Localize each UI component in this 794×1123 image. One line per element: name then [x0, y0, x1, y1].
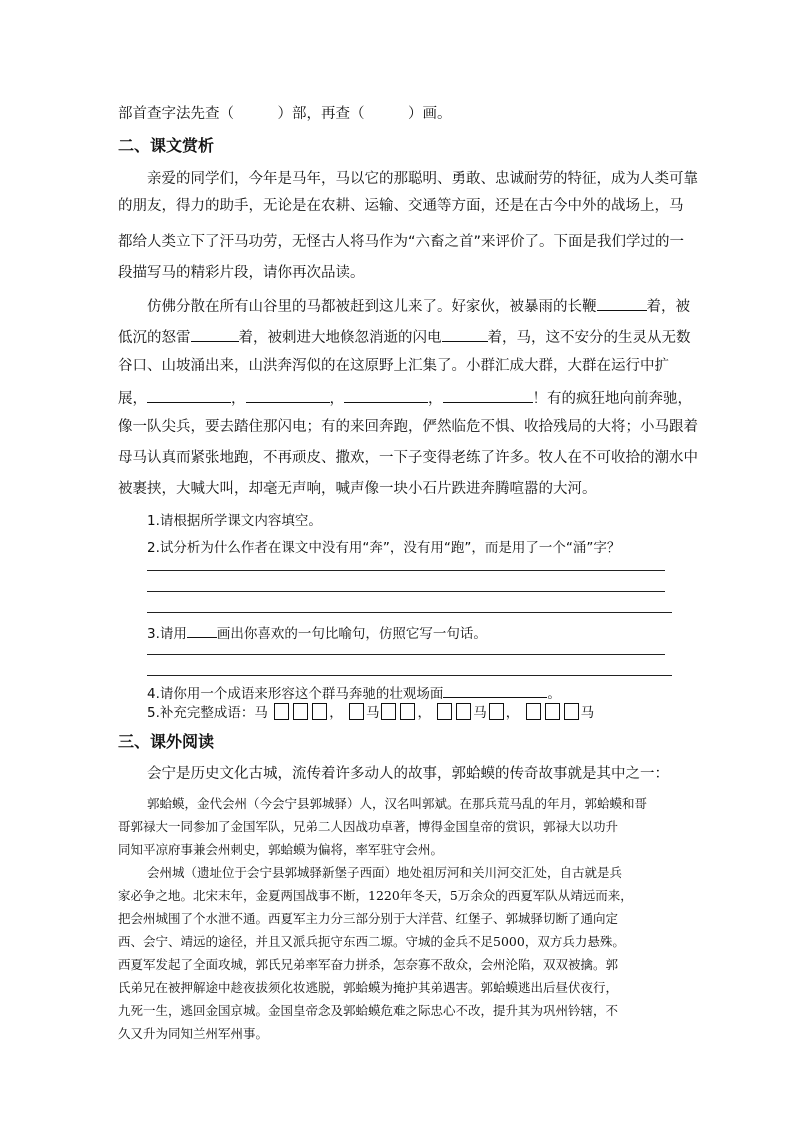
intro-paragraph-line-2: 的朋友，得力的助手，无论是在农耕、运输、交通等方面，还是在古今中外的战场上，马 — [118, 198, 684, 214]
reading-line-5: 家必争之地。北宋末年，金夏两国战事不断，1220年冬天，5万余众的西夏军队从靖远而来， — [118, 888, 633, 903]
punctuation: ， — [329, 705, 343, 721]
passage-text: ！有的疯狂地向前奔驰， — [532, 391, 692, 407]
question-5 — [147, 703, 594, 723]
passage-text: 着，马，这不安分的生灵从无数 — [487, 330, 691, 346]
idiom-box[interactable] — [489, 703, 504, 720]
idiom-box[interactable] — [564, 703, 579, 720]
passage-text: ， — [329, 391, 344, 407]
reading-line-6: 把会州城围了个水泄不通。西夏军主力分三部分别于大洋营、红堡子、郭城驿切断了通向定 — [118, 911, 619, 926]
idiom-box[interactable] — [293, 703, 308, 720]
fill-blank[interactable] — [597, 295, 647, 311]
punctuation: ， — [505, 705, 520, 721]
reading-line-10: 九死一生，逃回金国京城。金国皇帝念及郭蛤蟆危难之际忠心不改，提升其为巩州钤辖，不 — [118, 1003, 619, 1018]
fill-blank[interactable] — [147, 387, 231, 403]
intro-paragraph-line-4: 段描写马的精彩片段，请你再次品读。 — [118, 265, 365, 281]
question-2: 2.试分析为什么作者在课文中没有用“奔”，没有用“跑”，而是用了一个“涌”字？ — [147, 540, 621, 556]
intro-paragraph-line-3: 都给人类立下了汗马功劳，无怪古人将马作为“六畜之首”来评价了。下面是我们学过的一 — [118, 234, 685, 250]
reading-line-7: 西、会宁、靖远的途径，并且又派兵扼守东西二塬。守城的金兵不足5000，双方兵力悬殊。 — [118, 934, 625, 949]
passage-text: 着，被刺进大地倏忽消逝的闪电 — [238, 330, 442, 346]
reading-line-11: 久又升为同知兰州军州事。 — [118, 1026, 269, 1041]
question-1: 1.请根据所学课文内容填空。 — [147, 513, 322, 529]
passage-line-2 — [118, 326, 691, 348]
passage-text: 着，被 — [646, 299, 690, 315]
idiom-char: 马 — [365, 705, 380, 721]
passage-line-4 — [118, 387, 692, 409]
intro-paragraph-line-1: 亲爱的同学们，今年是马年，马以它的那聪明、勇敢、忠诚耐劳的特征，成为人类可靠 — [147, 171, 698, 187]
reading-line-4: 会州城（遗址位于会宁县郭城驿新堡子西面）地处祖厉河和关川河交汇处，自古就是兵 — [147, 865, 623, 880]
answer-line[interactable] — [147, 612, 672, 613]
idiom-box[interactable] — [274, 703, 289, 720]
passage-line-3: 谷口、山坡涌出来，山洪奔泻似的在这原野上汇集了。小群汇成大群，大群在运行中扩 — [118, 358, 669, 374]
fill-blank[interactable] — [191, 326, 239, 342]
question-text: 画出你喜欢的一句比喻句，仿照它写一句话。 — [216, 626, 487, 642]
punctuation: ， — [417, 705, 431, 721]
fill-blank[interactable] — [344, 387, 428, 403]
passage-text: 展， — [118, 391, 147, 407]
fill-blank[interactable] — [442, 326, 488, 342]
answer-line[interactable] — [147, 654, 665, 655]
underline-sample — [187, 622, 217, 638]
passage-text: 仿佛分散在所有山谷里的马都被赶到这儿来了。好家伙，被暴雨的长鞭 — [147, 299, 597, 315]
question-text: 5.补充完整成语：马 — [147, 705, 268, 721]
question-text: 。 — [547, 686, 561, 702]
question-text: 4.请你用一个成语来形容这个群马奔驰的壮观场面 — [147, 686, 444, 702]
idiom-char: 马 — [473, 705, 487, 721]
answer-line[interactable] — [147, 675, 672, 676]
passage-line-1 — [147, 295, 690, 317]
idiom-box[interactable] — [349, 703, 364, 720]
fill-blank[interactable] — [443, 682, 547, 698]
question-4 — [147, 682, 561, 704]
section-heading-extra-reading: 三、课外阅读 — [118, 732, 215, 751]
reading-line-1: 郭蛤蟆，金代会州（今会宁县郭城驿）人，汉名叫郭斌。在那兵荒马乱的年月，郭蛤蟆和哥 — [147, 796, 648, 811]
idiom-box[interactable] — [312, 703, 327, 720]
passage-line-5: 像一队尖兵，要去踏住那闪电；有的来回奔跑，俨然临危不惧、收拾残局的大将；小马跟着 — [118, 419, 698, 435]
passage-text: 低沉的怒雷 — [118, 330, 191, 346]
fill-blank[interactable] — [246, 387, 330, 403]
idiom-box[interactable] — [437, 703, 452, 720]
idiom-box[interactable] — [400, 703, 415, 720]
passage-text: ， — [428, 391, 443, 407]
reading-line-8: 西夏军发起了全面攻城，郭氏兄弟率军奋力拼杀，怎奈寡不敌众，会州沦陷，双双被擒。郭 — [118, 957, 619, 972]
passage-line-7: 被裹挟，大喊大叫，却毫无声响，喊声像一块小石片跌进奔腾喧嚣的大河。 — [118, 481, 597, 497]
idiom-box[interactable] — [456, 703, 471, 720]
section-heading-appreciation: 二、课文赏析 — [118, 136, 215, 155]
question-3 — [147, 622, 487, 644]
answer-line[interactable] — [147, 570, 665, 571]
reading-intro: 会宁是历史文化古城，流传着许多动人的故事，郭蛤蟆的传奇故事就是其中之一： — [147, 766, 669, 782]
fill-blank[interactable] — [443, 387, 533, 403]
idiom-box[interactable] — [545, 703, 560, 720]
radical-lookup-line: 部首查字法先查（ ）部，再查（ ）画。 — [118, 106, 452, 122]
reading-line-9: 氏弟兄在被押解途中趁夜拔须化妆逃脱，郭蛤蟆为掩护其弟遇害。郭蛤蟆逃出后昼伏夜行， — [118, 980, 619, 995]
reading-line-2: 哥郭禄大一同参加了金国军队，兄弟二人因战功卓著，博得金国皇帝的赏识，郭禄大以功升 — [118, 819, 619, 834]
reading-line-3: 同知平凉府事兼会州刺史，郭蛤蟆为偏将，率军驻守会州。 — [118, 842, 444, 857]
question-text: 3.请用 — [147, 626, 187, 642]
passage-line-6: 母马认真而紧张地跑，不再顽皮、撒欢，一下子变得老练了许多。牧人在不可收拾的潮水中 — [118, 450, 698, 466]
passage-text: ， — [231, 391, 246, 407]
answer-line[interactable] — [147, 591, 665, 592]
idiom-box[interactable] — [526, 703, 541, 720]
idiom-char: 马 — [580, 705, 595, 721]
idiom-box[interactable] — [381, 703, 396, 720]
